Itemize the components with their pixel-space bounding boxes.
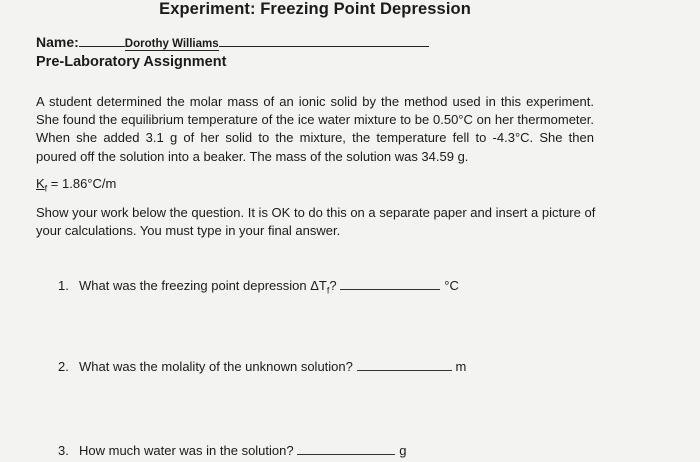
name-line-right	[219, 34, 429, 47]
answer-unit: °C	[444, 278, 459, 293]
question-2	[58, 359, 466, 374]
name-value[interactable]: Dorothy Williams	[124, 38, 219, 50]
question-number: 1.	[58, 278, 69, 293]
answer-unit: g	[399, 443, 407, 458]
name-line-left	[79, 34, 125, 47]
question-3	[58, 443, 406, 458]
kf-symbol: $K_f$	[36, 176, 48, 194]
name-row	[36, 34, 429, 51]
question-text: What was the freezing point depression $\Delta T_f$?	[79, 278, 337, 296]
section-heading: Pre-Laboratory Assignment	[36, 54, 227, 70]
page-title: Experiment: Freezing Point Depression	[159, 0, 471, 18]
question-number: 3.	[58, 443, 69, 458]
kf-constant	[36, 176, 116, 194]
question-text: How much water was in the solution?	[79, 443, 294, 458]
answer-unit: m	[455, 359, 467, 374]
answer-blank-2[interactable]	[357, 359, 452, 371]
kf-value: = 1.86°C/m	[47, 176, 117, 191]
answer-blank-3[interactable]	[297, 443, 395, 455]
question-number: 2.	[58, 359, 69, 374]
answer-blank-1[interactable]	[340, 278, 440, 290]
problem-paragraph: A student determined the molar mass of an ionic solid by the method used in this experiment. She found the equilibrium temperature of the ice water mixture to be 0.50°C on her thermometer. When she added 3.1 g of her solid to the mixture, the temperature fell to -4.3°C. She then poured off the solution into a beaker. The mass of the solution was 34.59 g.	[36, 94, 594, 164]
instructions-paragraph: Show your work below the question. It is OK to do this on a separate paper and insert a picture of your calculations. You must type in your final answer.	[36, 205, 596, 239]
question-text: What was the molality of the unknown solution?	[79, 359, 353, 374]
question-1	[58, 278, 459, 296]
name-label: Name:	[36, 34, 79, 50]
